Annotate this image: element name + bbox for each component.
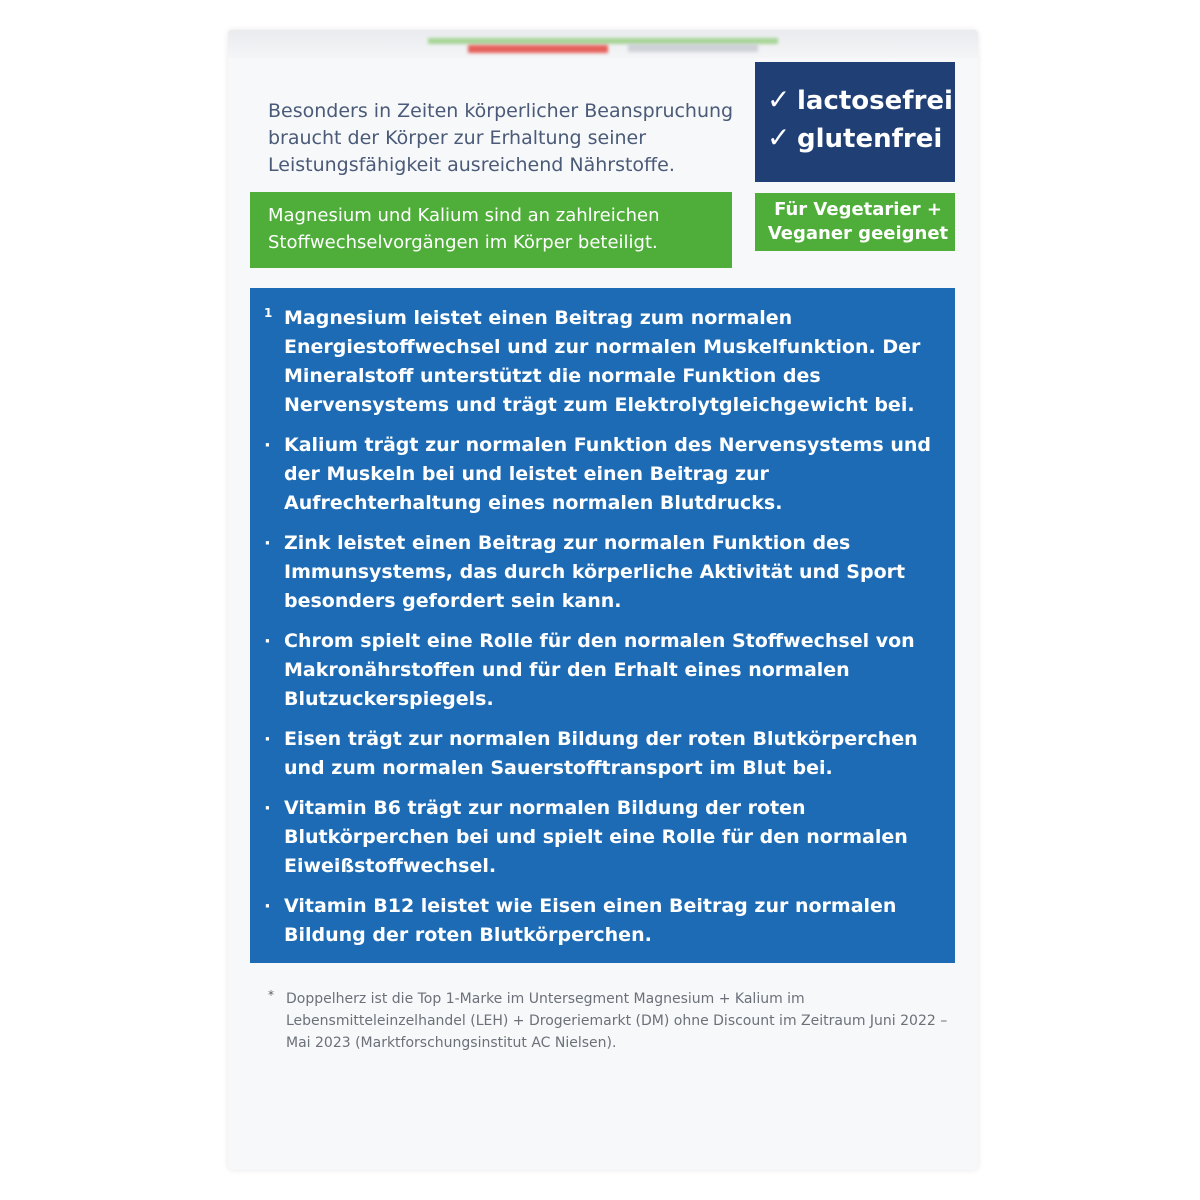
- claim-item: [264, 431, 934, 518]
- blurred-brand-strip: [428, 38, 778, 54]
- claim-marker: ·: [264, 729, 271, 750]
- claim-item: [264, 304, 934, 420]
- allergen-badge: [755, 62, 955, 182]
- footnote-text: Doppelherz ist die Top 1-Marke im Untersegment Magnesium + Kalium im Lebensmitteleinzelhandel (LEH) + Drogeriemarkt (DM) ohne Discount im Zeitraum Juni 2022 – Mai 2023 (Marktforschungsinstitut AC Nielsen).: [286, 991, 948, 1051]
- lactose-free-row: [767, 82, 953, 118]
- claim-marker: ·: [264, 798, 271, 819]
- footnote: [268, 988, 958, 1054]
- check-icon: ✓: [767, 83, 791, 116]
- claim-text: Eisen trägt zur normalen Bildung der roten Blutkörperchen und zum normalen Sauerstofftransport im Blut bei.: [284, 728, 918, 779]
- claim-text: Magnesium leistet einen Beitrag zum normalen Energiestoffwechsel und zur normalen Muskelfunktion. Der Mineralstoff unterstützt die normale Funktion des Nervensystems und trägt zum Elektrolytgleichgewicht bei.: [284, 307, 921, 416]
- check-icon: ✓: [767, 121, 791, 154]
- claim-item: [264, 529, 934, 616]
- health-claims-list: [264, 304, 934, 961]
- info-highlight-text: Magnesium und Kalium sind an zahlreichen Stoffwechselvorgängen im Körper beteiligt.: [268, 205, 660, 253]
- claim-text: Vitamin B12 leistet wie Eisen einen Beitrag zur normalen Bildung der roten Blutkörperchen.: [284, 895, 897, 946]
- claim-marker: ·: [264, 631, 271, 652]
- claim-text: Vitamin B6 trägt zur normalen Bildung der roten Blutkörperchen bei und spielt eine Rolle für den normalen Eiweißstoffwechsel.: [284, 797, 908, 877]
- vegetarian-badge: [755, 193, 955, 251]
- claim-item: [264, 794, 934, 881]
- product-package-back: [228, 30, 978, 1170]
- info-highlight-box: [250, 192, 732, 268]
- claim-marker: 1: [264, 306, 273, 320]
- gluten-free-label: glutenfrei: [797, 124, 943, 154]
- claim-item: [264, 892, 934, 950]
- lactose-free-label: lactosefrei: [797, 86, 953, 116]
- intro-text: Besonders in Zeiten körperlicher Beanspruchung braucht der Körper zur Erhaltung seiner Leistungsfähigkeit ausreichend Nährstoffe.: [268, 100, 734, 176]
- package-top-edge: [228, 30, 978, 58]
- health-claims-panel: [250, 288, 955, 963]
- claim-item: [264, 725, 934, 783]
- gluten-free-row: [767, 120, 942, 156]
- claim-text: Kalium trägt zur normalen Funktion des Nervensystems und der Muskeln bei und leistet einen Beitrag zur Aufrechterhaltung eines normalen Blutdrucks.: [284, 434, 931, 514]
- footnote-star: *: [268, 988, 274, 1002]
- claim-marker: ·: [264, 533, 271, 554]
- claim-marker: ·: [264, 435, 271, 456]
- vegetarian-label: Für Vegetarier + Veganer geeignet: [767, 199, 949, 244]
- claim-item: [264, 627, 934, 714]
- claim-text: Zink leistet einen Beitrag zur normalen Funktion des Immunsystems, das durch körperliche Aktivität und Sport besonders gefordert sein kann.: [284, 532, 906, 612]
- claim-text: Chrom spielt eine Rolle für den normalen Stoffwechsel von Makronährstoffen und für den Erhalt eines normalen Blutzuckerspiegels.: [284, 630, 915, 710]
- claim-marker: ·: [264, 896, 271, 917]
